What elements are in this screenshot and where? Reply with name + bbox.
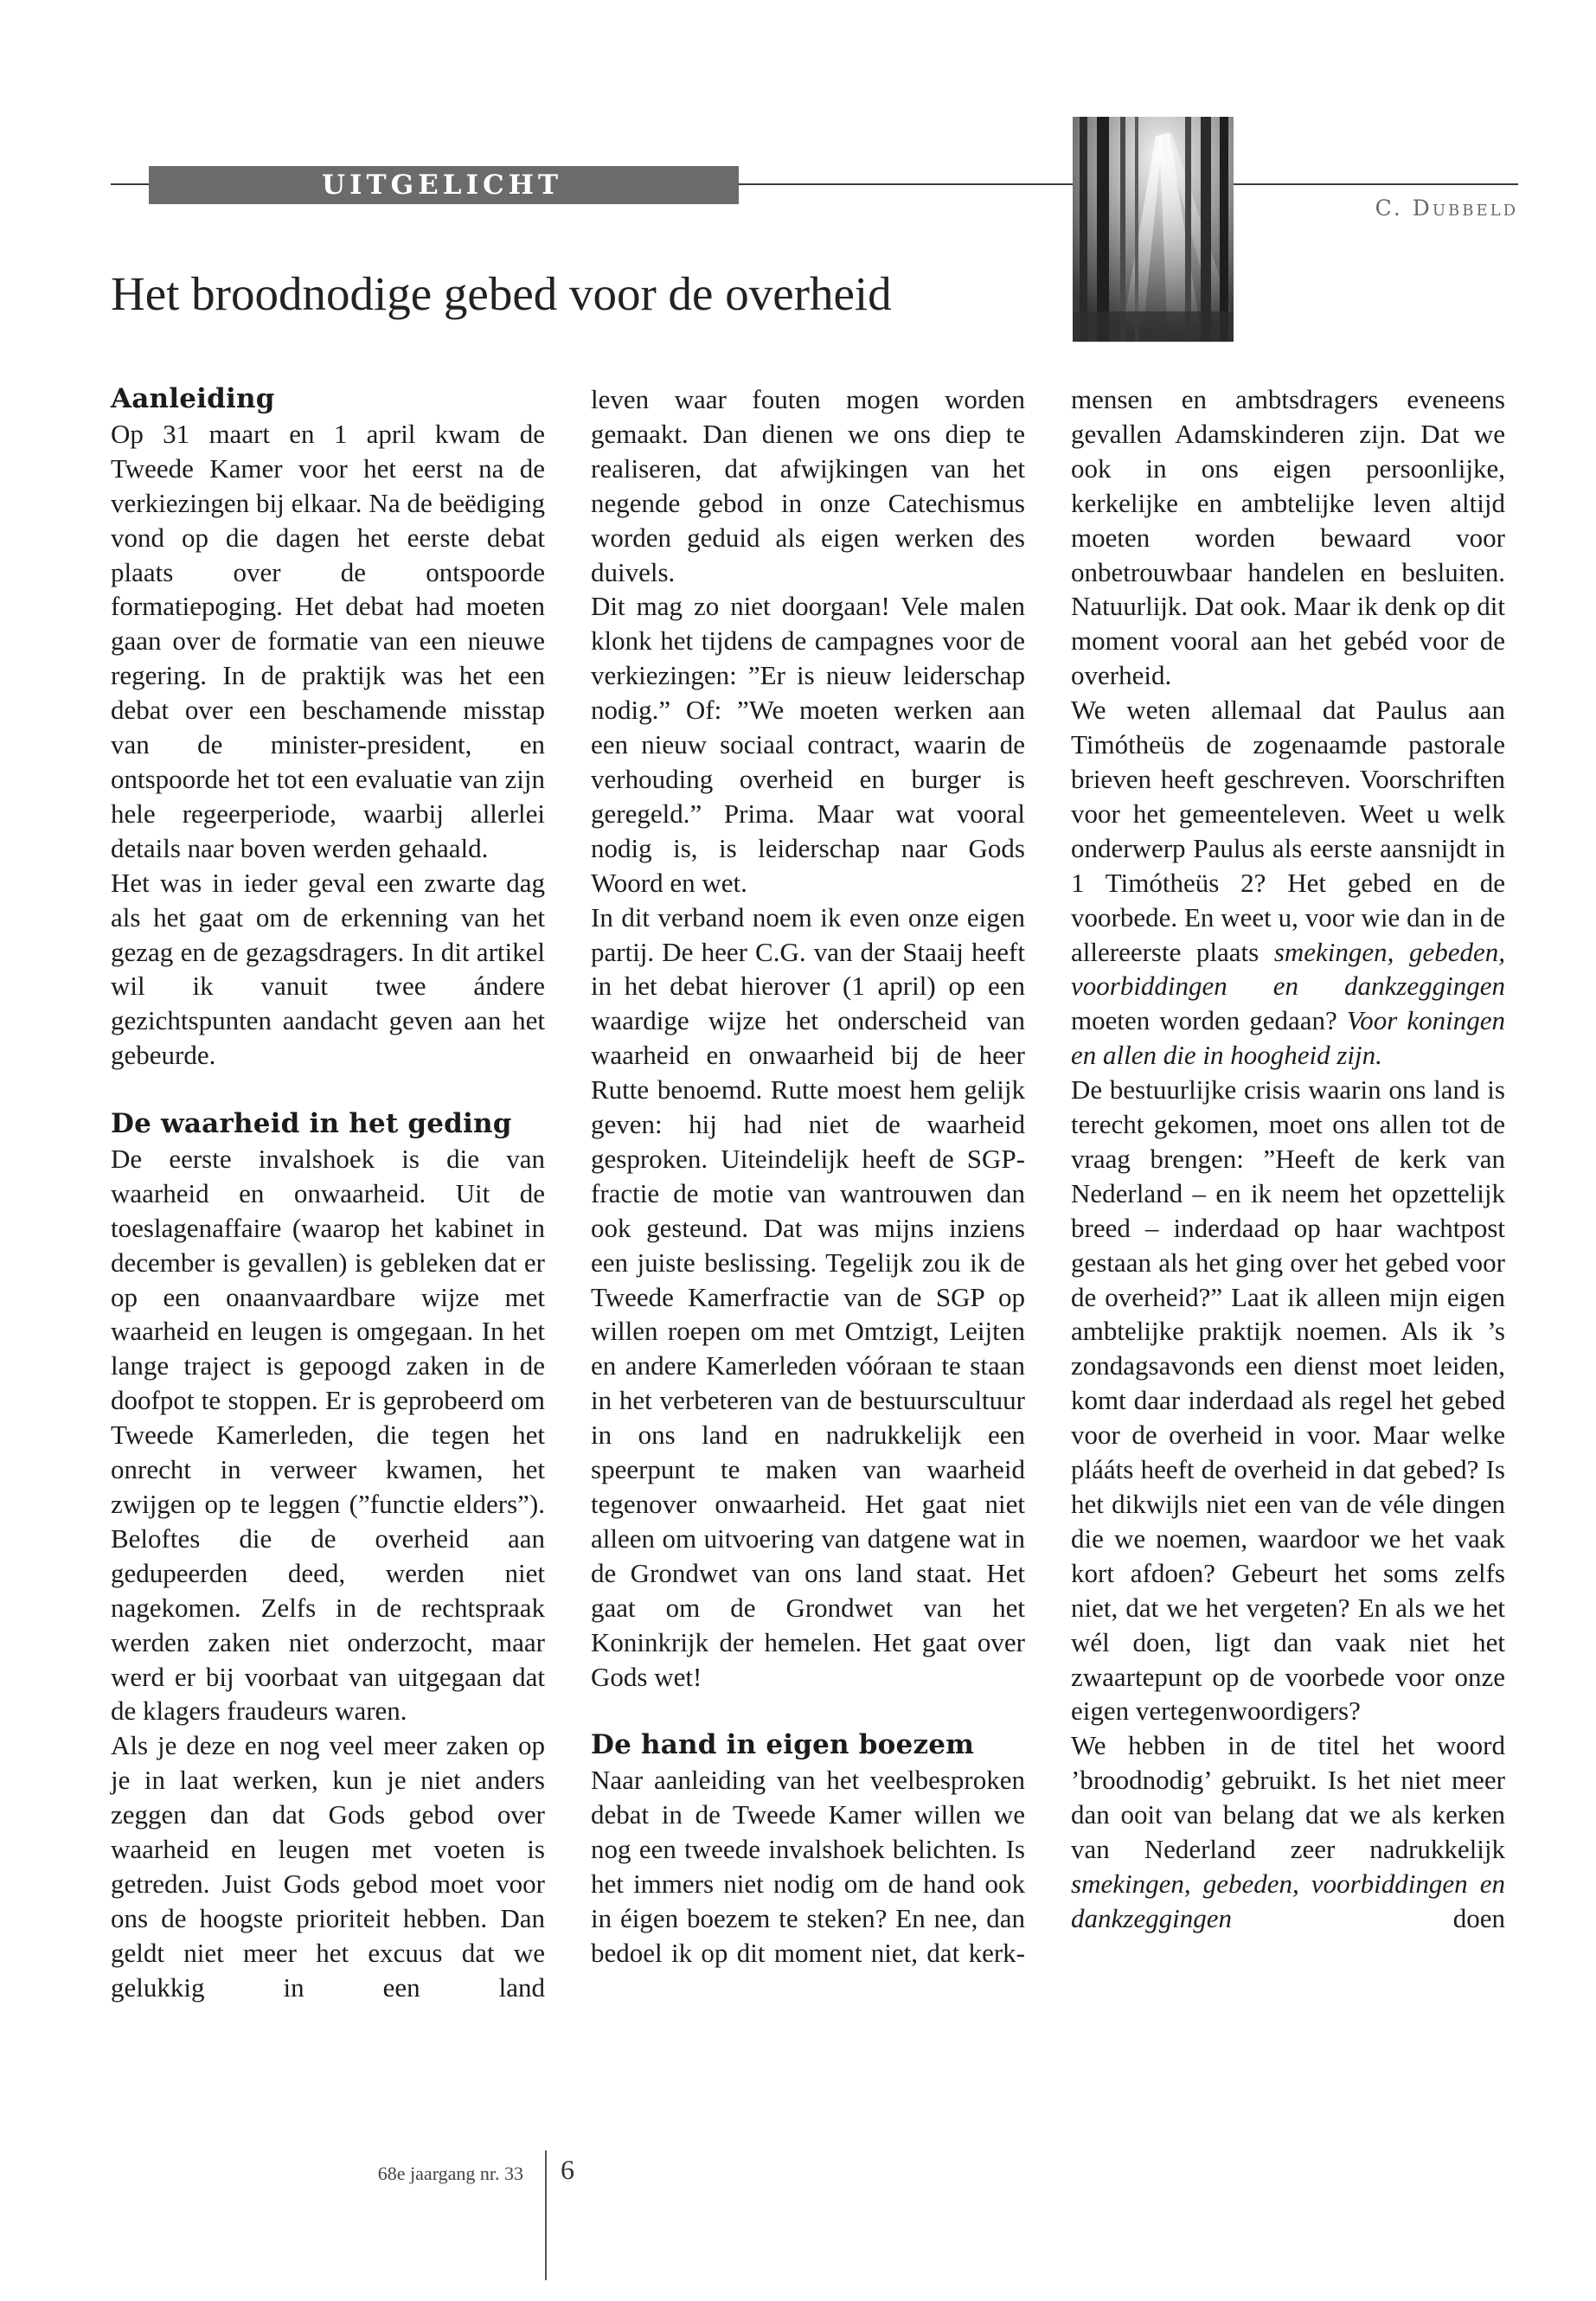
- article-title: Het broodnodige gebed voor de overheid: [111, 267, 892, 320]
- paragraph: leven waar fouten mogen worden gemaakt. Dan dienen we ons diep te realiseren, dat afwijkingen van het negende gebod in onze Catechismus worden geduid als eigen werken des duivels.: [591, 384, 1025, 587]
- paragraph: [1071, 1728, 1505, 1935]
- paragraph: De eerste invalshoek is die van waarheid en onwaarheid. Uit de toeslagenaffaire (waarop het kabinet in december is gevallen) is gebleken dat er op een onaanvaardbare wijze met waarheid en leugen is omgegaan. In het lange traject is gepoogd zaken in de doofpot te stoppen. Er is geprobeerd om Tweede Kamerleden, die tegen het onrecht in verweer kwamen, het zwijgen op te leggen (”functie elders”). Beloftes die de overheid aan gedupeerden deed, werden niet nagekomen. Zelfs in de rechtspraak werden zaken niet onderzocht, maar werd er bij voorbaat van uitgegaan dat de klagers fraudeurs waren.: [111, 1143, 545, 1727]
- paragraph: De bestuurlijke crisis waarin ons land is terecht gekomen, moet ons allen tot de vraag brengen: ”Heeft de kerk van Nederland – en ik neem het opzettelijk breed – inderdaad op haar wachtpost gestaan als het ging over het gebed voor de overheid?” Laat ik alleen mijn eigen ambtelijke praktijk noemen. Als ik ’s zondagsavonds een dienst moet leiden, komt daar inderdaad als regel het gebed voor de overheid in voor. Maar welke plááts heeft de overheid in dat gebed? Is het dikwijls niet een van de véle dingen die we noemen, waardoor we het vaak kort afdoen? Gebeurt het soms zelfs niet, dat we het vergeten? En als we het wél doen, ligt dan vaak niet het zwaartepunt op de voorbede voor onze eigen vertegenwoordigers?: [1071, 1074, 1505, 1727]
- paragraph: Naar aanleiding van het veelbesproken debat in de Tweede Kamer willen we nog een tweede invalshoek belichten. Is het immers niet nodig om de hand ook in éigen boezem te steken? En nee, dan bedoel ik op dit moment niet, dat kerk-: [591, 1765, 1025, 1968]
- article-column-1: [111, 382, 545, 2005]
- paragraph: mensen en ambtsdragers eveneens gevallen Adamskinderen zijn. Dat we ook in ons eigen persoonlijke, kerkelijke en ambtelijke leven altijd moeten worden bewaard voor onbetrouwbaar handelen en besluiten. Natuurlijk. Dat ook. Maar ik denk op dit moment vooral aan het gebéd voor de overheid.: [1071, 384, 1505, 691]
- issue-info: 68e jaargang nr. 33: [377, 2163, 523, 2184]
- section-heading: De hand in eigen boezem: [591, 1729, 975, 1761]
- text-run: doen: [1231, 1902, 1505, 1933]
- text-run: We hebben in de titel het woord ’broodnodig’ gebruikt. Is het niet meer dan ooit van belang dat we als kerken van Nederland zeer nadrukkelijk: [1071, 1730, 1505, 1865]
- italic-text: smekingen, gebeden, voorbiddingen en dankzeggingen: [1071, 936, 1506, 1002]
- text-run: We weten allemaal dat Paulus aan Timótheüs de zogenaamde pastorale brieven heeft geschreven. Voorschriften voor het gemeenteleven. Weet u welk onderwerp Paulus als eerste aansnijdt in 1 Timótheüs 2? Het gebed en de voorbede. En weet u, voor wie dan in de allereerste plaats: [1071, 695, 1505, 967]
- text-run: moeten worden gedaan?: [1071, 1005, 1347, 1036]
- italic-text: smekingen, gebeden, voorbiddingen en dankzeggingen: [1071, 1868, 1505, 1933]
- paragraph: [1071, 693, 1505, 1073]
- forest-sunrays-photo: [1073, 117, 1234, 342]
- article-column-3: [1071, 382, 1505, 1936]
- footer-divider: [545, 2150, 547, 2280]
- page-number: 6: [561, 2154, 574, 2185]
- paragraph: Op 31 maart en 1 april kwam de Tweede Kamer voor het eerst na de verkiezingen bij elkaar. Na de beëdiging vond op die dagen het eerste debat plaats over de ontspoorde formatiepoging. Het debat had moeten gaan over de formatie van een nieuwe regering. In de praktijk was het een debat over een beschamende misstap van de minister-president, en ontspoorde het tot een evaluatie van zijn hele regeerperiode, waarbij allerlei details naar boven werden gehaald.: [111, 418, 545, 863]
- section-label: UITGELICHT: [322, 170, 563, 201]
- section-heading: Aanleiding: [111, 383, 275, 414]
- paragraph: Het was in ieder geval een zwarte dag als het gaat om de erkenning van het gezag en de gezagsdragers. In dit artikel wil ik vanuit twee ándere gezichtspunten aandacht geven aan het gebeurde.: [111, 867, 545, 1071]
- paragraph: Als je deze en nog veel meer zaken op je in laat werken, kun je niet anders zeggen dan dat Gods gebod over waarheid en leugen met voeten is getreden. Juist Gods gebod moet voor ons de hoogste prioriteit hebben. Dan geldt niet meer het excuus dat we gelukkig in een land: [111, 1730, 545, 2003]
- article-column-2: [591, 382, 1025, 1971]
- paragraph: In dit verband noem ik even onze eigen partij. De heer C.G. van der Staaij heeft in het debat hierover (1 april) op een waardige wijze het onderscheid van waarheid en onwaarheid bij de heer Rutte benoemd. Rutte moest hem gelijk geven: hij had niet de waarheid gesproken. Uiteindelijk heeft de SGP-fractie de motie van wantrouwen dan ook gesteund. Dat was mijns inziens een juiste beslissing. Tegelijk zou ik de Tweede Kamerfractie van de SGP op willen roepen om met Omtzigt, Leijten en andere Kamerleden vóóraan te staan in het verbeteren van de bestuurscultuur in ons land en nadrukkelijk een speerpunt te maken van waarheid tegenover onwaarheid. Het gaat niet alleen om uitvoering van datgene wat in de Grondwet van ons land staat. Het gaat om de Grondwet van het Koninkrijk der hemelen. Het gaat over Gods wet!: [591, 901, 1025, 1692]
- italic-text: Voor koningen en allen die in hoogheid zijn.: [1071, 1005, 1505, 1071]
- author-name: C. Dubbeld: [1375, 195, 1518, 221]
- paragraph: Dit mag zo niet doorgaan! Vele malen klonk het tijdens de campagnes voor de verkiezingen: ”Er is nieuw leiderschap nodig.” Of: ”We moeten werken aan een nieuw sociaal contract, waarin de verhouding overheid en burger is geregeld.” Prima. Maar wat vooral nodig is, is leiderschap naar Gods Woord en wet.: [591, 591, 1025, 898]
- section-heading: De waarheid in het geding: [111, 1108, 512, 1140]
